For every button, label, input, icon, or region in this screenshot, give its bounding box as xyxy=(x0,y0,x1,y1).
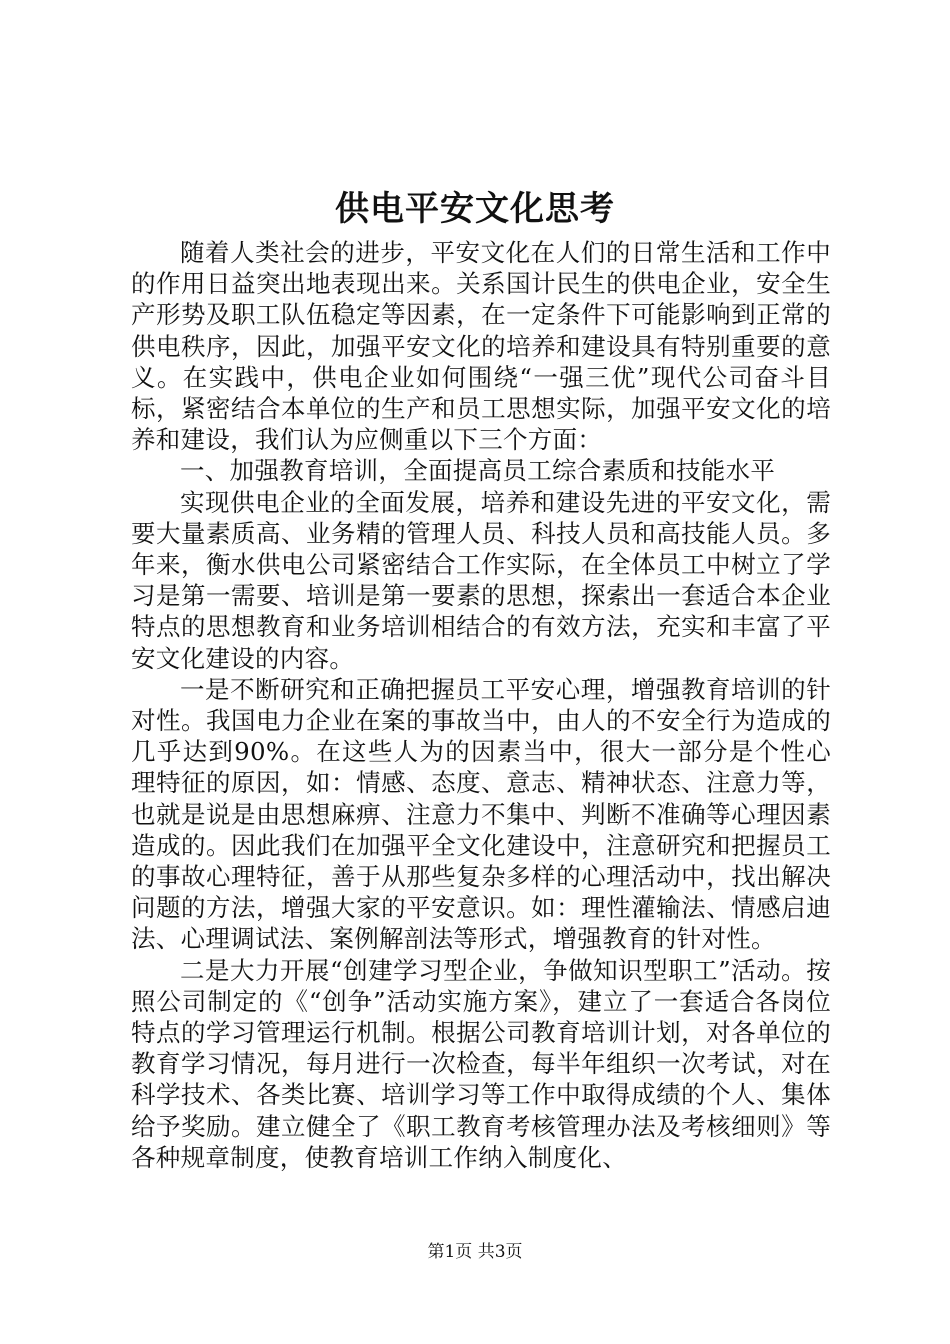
document-title: 供电平安文化思考 xyxy=(335,189,615,229)
section-heading-1: 一、加强教育培训，全面提高员工综合素质和技能水平 xyxy=(180,456,776,486)
page-footer: 第1页 共3页 xyxy=(427,1242,523,1262)
paragraph-point-2: 二是大力开展“创建学习型企业，争做知识型职工”活动。按照公司制定的《“创争”活动实施方案》，建立了一套适合各岗位特点的学习管理运行机制。根据公司教育培训计划，对各单位的教育学习情况，每月进行一次检查，每半年组织一次考试，对在科学技术、各类比赛、培训学习等工作中取得成绩的个人、集体给予奖励。建立健全了《职工教育考核管理办法及考核细则》等各种规章制度，使教育培训工作纳入制度化、 xyxy=(131,955,831,1172)
paragraph-section-1: 实现供电企业的全面发展，培养和建设先进的平安文化，需要大量素质高、业务精的管理人员、科技人员和高技能人员。多年来，衡水供电公司紧密结合工作实际，在全体员工中树立了学习是第一需要、培训是第一要素的思想，探索出一套适合本企业特点的思想教育和业务培训相结合的有效方法，充实和丰富了平安文化建设的内容。 xyxy=(131,487,831,673)
paragraph-point-1: 一是不断研究和正确把握员工平安心理，增强教育培训的针对性。我国电力企业在案的事故当中，由人的不安全行为造成的几乎达到90%。在这些人为的因素当中，很大一部分是个性心理特征的原因，如：情感、态度、意志、精神状态、注意力等，也就是说是由思想麻痹、注意力不集中、判断不准确等心理因素造成的。因此我们在加强平全文化建设中，注意研究和把握员工的事故心理特征，善于从那些复杂多样的心理活动中，找出解决问题的方法，增强大家的平安意识。如：理性灌输法、情感启迪法、心理调试法、案例解剖法等形式，增强教育的针对性。 xyxy=(131,674,831,954)
paragraph-intro: 随着人类社会的进步，平安文化在人们的日常生活和工作中的作用日益突出地表现出来。关系国计民生的供电企业，安全生产形势及职工队伍稳定等因素，在一定条件下可能影响到正常的供电秩序，因此，加强平安文化的培养和建设具有特别重要的意义。在实践中，供电企业如何围绕“一强三优”现代公司奋斗目标，紧密结合本单位的生产和员工思想实际，加强平安文化的培养和建设，我们认为应侧重以下三个方面： xyxy=(131,238,831,455)
document-body xyxy=(131,237,831,1173)
